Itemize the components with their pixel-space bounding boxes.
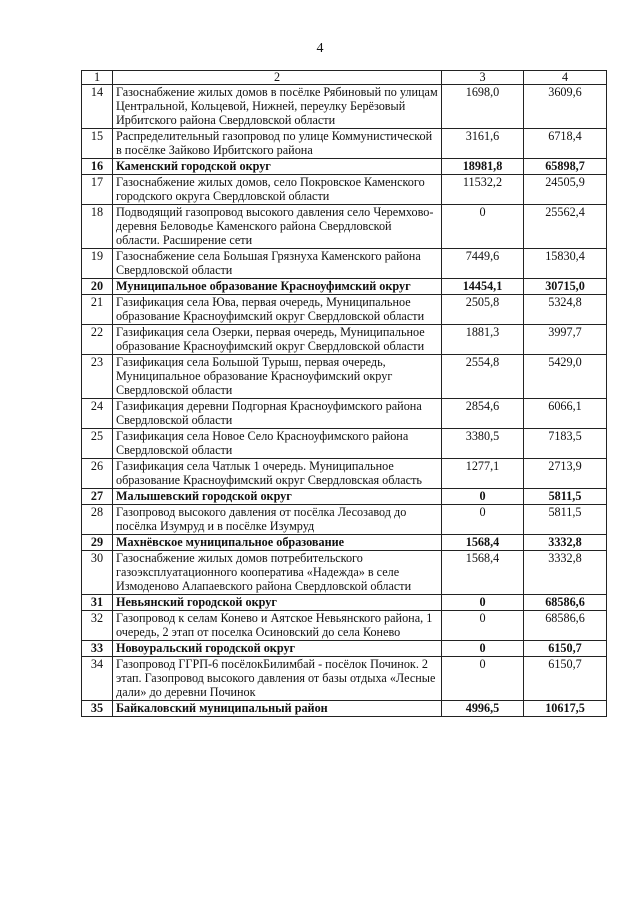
table-row [82,295,607,325]
value-col4-cell: 10617,5 [524,701,607,717]
value-col3-cell: 3380,5 [442,429,524,459]
row-name-cell: Малышевский городской округ [113,489,442,505]
table-row [82,657,607,701]
column-header: 3 [442,71,524,85]
value-col4-cell: 5811,5 [524,489,607,505]
table-row [82,611,607,641]
value-col4-cell: 24505,9 [524,175,607,205]
value-col4-cell: 15830,4 [524,249,607,279]
value-col3-cell: 0 [442,595,524,611]
value-col3-cell: 18981,8 [442,159,524,175]
row-number-cell: 25 [82,429,113,459]
row-name-cell: Газопровод ГГРП-6 посёлокБилимбай - посёлок Починок. 2 этап. Газопровод высокого давления от базы отдыха «Лесные дали» до деревни Починок [113,657,442,701]
value-col4-cell: 5324,8 [524,295,607,325]
table-row-subtotal [82,159,607,175]
value-col3-cell: 2505,8 [442,295,524,325]
table-row [82,399,607,429]
value-col3-cell: 0 [442,505,524,535]
value-col3-cell: 0 [442,657,524,701]
value-col4-cell: 3332,8 [524,551,607,595]
row-number-cell: 18 [82,205,113,249]
row-name-cell: Газификация села Озерки, первая очередь, Муниципальное образование Красноуфимский округ Свердловской области [113,325,442,355]
value-col3-cell: 1568,4 [442,535,524,551]
table-row-subtotal [82,595,607,611]
row-name-cell: Невьянский городской округ [113,595,442,611]
value-col3-cell: 3161,6 [442,129,524,159]
value-col3-cell: 2554,8 [442,355,524,399]
table-row [82,205,607,249]
table-row [82,459,607,489]
row-number-cell: 29 [82,535,113,551]
table-body [82,85,607,717]
table-row-subtotal [82,279,607,295]
value-col4-cell: 68586,6 [524,595,607,611]
value-col4-cell: 30715,0 [524,279,607,295]
table-row [82,249,607,279]
row-number-cell: 14 [82,85,113,129]
value-col3-cell: 0 [442,489,524,505]
value-col4-cell: 2713,9 [524,459,607,489]
value-col3-cell: 1568,4 [442,551,524,595]
row-number-cell: 17 [82,175,113,205]
row-number-cell: 34 [82,657,113,701]
table-row-subtotal [82,535,607,551]
row-number-cell: 20 [82,279,113,295]
value-col3-cell: 2854,6 [442,399,524,429]
row-number-cell: 27 [82,489,113,505]
row-number-cell: 32 [82,611,113,641]
column-header: 2 [113,71,442,85]
row-name-cell: Газоснабжение села Большая Грязнуха Каменского района Свердловской области [113,249,442,279]
table-row [82,429,607,459]
row-name-cell: Распределительный газопровод по улице Коммунистической в посёлке Зайково Ирбитского района [113,129,442,159]
row-name-cell: Подводящий газопровод высокого давления село Черемхово-деревня Беловодье Каменского района Свердловской области. Расширение сети [113,205,442,249]
row-number-cell: 28 [82,505,113,535]
value-col3-cell: 4996,5 [442,701,524,717]
value-col3-cell: 7449,6 [442,249,524,279]
row-name-cell: Газификация села Большой Турыш, первая очередь, Муниципальное образование Красноуфимский округ Свердловской области [113,355,442,399]
row-number-cell: 24 [82,399,113,429]
row-name-cell: Газификация села Новое Село Красноуфимского района Свердловской области [113,429,442,459]
row-number-cell: 23 [82,355,113,399]
row-name-cell: Байкаловский муниципальный район [113,701,442,717]
table-row [82,551,607,595]
table-row [82,175,607,205]
value-col4-cell: 5811,5 [524,505,607,535]
table-header-row [82,71,607,85]
table-row [82,505,607,535]
row-name-cell: Газопровод высокого давления от посёлка Лесозавод до посёлка Изумруд и в посёлке Изумруд [113,505,442,535]
row-name-cell: Газификация села Чатлык 1 очередь. Муниципальное образование Красноуфимский округ Свердловская область [113,459,442,489]
value-col4-cell: 6718,4 [524,129,607,159]
row-number-cell: 15 [82,129,113,159]
row-number-cell: 22 [82,325,113,355]
value-col3-cell: 0 [442,641,524,657]
row-name-cell: Газоснабжение жилых домов потребительского газоэксплуатационного кооператива «Надежда» в селе Измоденово Алапаевского района Свердловской области [113,551,442,595]
table-row [82,355,607,399]
table-row-subtotal [82,489,607,505]
value-col4-cell: 6150,7 [524,641,607,657]
row-name-cell: Муниципальное образование Красноуфимский округ [113,279,442,295]
row-number-cell: 31 [82,595,113,611]
value-col4-cell: 6066,1 [524,399,607,429]
row-number-cell: 35 [82,701,113,717]
table-row [82,85,607,129]
value-col4-cell: 65898,7 [524,159,607,175]
value-col3-cell: 11532,2 [442,175,524,205]
value-col4-cell: 3609,6 [524,85,607,129]
row-name-cell: Газоснабжение жилых домов в посёлке Рябиновый по улицам Центральной, Кольцевой, Нижней, переулку Берёзовый Ирбитского района Свердловской области [113,85,442,129]
row-number-cell: 26 [82,459,113,489]
value-col4-cell: 3997,7 [524,325,607,355]
row-name-cell: Газопровод к селам Конево и Аятское Невьянского района, 1 очередь, 2 этап от поселка Осиновский до села Конево [113,611,442,641]
column-header: 4 [524,71,607,85]
table-row [82,325,607,355]
value-col3-cell: 0 [442,205,524,249]
value-col3-cell: 14454,1 [442,279,524,295]
row-name-cell: Махнёвское муниципальное образование [113,535,442,551]
value-col4-cell: 3332,8 [524,535,607,551]
value-col3-cell: 0 [442,611,524,641]
funding-table [81,70,607,717]
value-col4-cell: 6150,7 [524,657,607,701]
row-name-cell: Газоснабжение жилых домов, село Покровское Каменского городского округа Свердловской области [113,175,442,205]
row-number-cell: 33 [82,641,113,657]
row-name-cell: Новоуральский городской округ [113,641,442,657]
value-col3-cell: 1277,1 [442,459,524,489]
row-name-cell: Газификация деревни Подгорная Красноуфимского района Свердловской области [113,399,442,429]
row-number-cell: 19 [82,249,113,279]
value-col3-cell: 1881,3 [442,325,524,355]
column-header: 1 [82,71,113,85]
value-col3-cell: 1698,0 [442,85,524,129]
row-name-cell: Каменский городской округ [113,159,442,175]
row-name-cell: Газификация села Юва, первая очередь, Муниципальное образование Красноуфимский округ Свердловской области [113,295,442,325]
table-row [82,129,607,159]
value-col4-cell: 5429,0 [524,355,607,399]
value-col4-cell: 7183,5 [524,429,607,459]
value-col4-cell: 25562,4 [524,205,607,249]
page-number: 4 [316,41,324,56]
row-number-cell: 21 [82,295,113,325]
row-number-cell: 16 [82,159,113,175]
table-row-subtotal [82,641,607,657]
table-row-subtotal [82,701,607,717]
row-number-cell: 30 [82,551,113,595]
value-col4-cell: 68586,6 [524,611,607,641]
